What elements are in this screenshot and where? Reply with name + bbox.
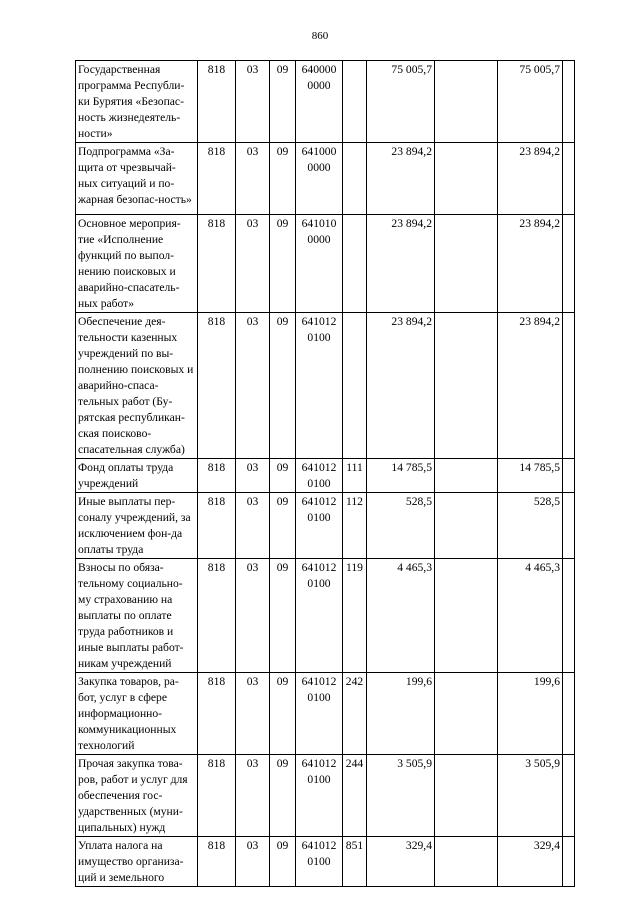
amount: 23 894,2 <box>367 313 435 459</box>
amount-total: 23 894,2 <box>498 215 563 313</box>
empty-cell <box>435 215 498 313</box>
row-name: Государственная программа Республи-ки Бурятия «Безопас-ность жизнедеятель-ности» <box>76 61 198 143</box>
expense-type-code: 111 <box>343 459 367 493</box>
target-article-code: 641012 0100 <box>296 755 343 837</box>
empty-cell <box>563 313 575 459</box>
amount-total: 528,5 <box>498 493 563 559</box>
row-name: Подпрограмма «За-щита от чрезвычай-ных ситуаций и по-жарная безопас-ность» <box>76 143 198 215</box>
ministry-code: 818 <box>198 215 236 313</box>
table-row <box>76 215 575 313</box>
subsection-code: 09 <box>270 459 296 493</box>
subsection-code: 09 <box>270 143 296 215</box>
row-name: Основное мероприя-тие «Исполнение функций по выпол-нению поисковых и аварийно-спасатель-ных работ» <box>76 215 198 313</box>
target-article-code: 641012 0100 <box>296 673 343 755</box>
budget-table <box>75 60 575 887</box>
row-name: Фонд оплаты труда учреждений <box>76 459 198 493</box>
amount-total: 14 785,5 <box>498 459 563 493</box>
target-article-code: 640000 0000 <box>296 61 343 143</box>
empty-cell <box>435 755 498 837</box>
empty-cell <box>563 493 575 559</box>
ministry-code: 818 <box>198 755 236 837</box>
empty-cell <box>435 459 498 493</box>
target-article-code: 641012 0100 <box>296 837 343 887</box>
empty-cell <box>435 313 498 459</box>
expense-type-code: 112 <box>343 493 367 559</box>
ministry-code: 818 <box>198 837 236 887</box>
subsection-code: 09 <box>270 755 296 837</box>
amount: 329,4 <box>367 837 435 887</box>
amount: 199,6 <box>367 673 435 755</box>
row-name: Взносы по обяза-тельному социально-му страхованию на выплаты по оплате труда работников и иные выплаты работ-никам учреждений <box>76 559 198 673</box>
expense-type-code: 244 <box>343 755 367 837</box>
amount-total: 3 505,9 <box>498 755 563 837</box>
amount-total: 199,6 <box>498 673 563 755</box>
row-name: Уплата налога на имущество организа-ций и земельного <box>76 837 198 887</box>
section-code: 03 <box>236 61 270 143</box>
amount: 528,5 <box>367 493 435 559</box>
section-code: 03 <box>236 459 270 493</box>
empty-cell <box>563 559 575 673</box>
section-code: 03 <box>236 673 270 755</box>
expense-type-code <box>343 143 367 215</box>
empty-cell <box>563 143 575 215</box>
table-row <box>76 143 575 215</box>
amount: 23 894,2 <box>367 215 435 313</box>
target-article-code: 641010 0000 <box>296 215 343 313</box>
expense-type-code: 851 <box>343 837 367 887</box>
target-article-code: 641012 0100 <box>296 493 343 559</box>
ministry-code: 818 <box>198 459 236 493</box>
section-code: 03 <box>236 143 270 215</box>
subsection-code: 09 <box>270 313 296 459</box>
amount-total: 23 894,2 <box>498 143 563 215</box>
section-code: 03 <box>236 559 270 673</box>
subsection-code: 09 <box>270 837 296 887</box>
table-row <box>76 313 575 459</box>
amount-total: 4 465,3 <box>498 559 563 673</box>
ministry-code: 818 <box>198 313 236 459</box>
ministry-code: 818 <box>198 143 236 215</box>
expense-type-code: 242 <box>343 673 367 755</box>
empty-cell <box>435 493 498 559</box>
row-name: Обеспечение дея-тельности казенных учреждений по вы-полнению поисковых и аварийно-спаса-тельных работ (Бу-рятская республикан-ская поисково-спасательная служба) <box>76 313 198 459</box>
table-row <box>76 493 575 559</box>
row-name: Прочая закупка това-ров, работ и услуг для обеспечения гос-ударственных (муни-ципальных) нужд <box>76 755 198 837</box>
page-number: 860 <box>311 30 329 42</box>
target-article-code: 641012 0100 <box>296 559 343 673</box>
amount: 75 005,7 <box>367 61 435 143</box>
section-code: 03 <box>236 837 270 887</box>
target-article-code: 641012 0100 <box>296 459 343 493</box>
table-row <box>76 755 575 837</box>
subsection-code: 09 <box>270 559 296 673</box>
empty-cell <box>563 215 575 313</box>
amount: 23 894,2 <box>367 143 435 215</box>
ministry-code: 818 <box>198 493 236 559</box>
section-code: 03 <box>236 755 270 837</box>
target-article-code: 641000 0000 <box>296 143 343 215</box>
empty-cell <box>563 755 575 837</box>
section-code: 03 <box>236 215 270 313</box>
section-code: 03 <box>236 493 270 559</box>
subsection-code: 09 <box>270 61 296 143</box>
target-article-code: 641012 0100 <box>296 313 343 459</box>
empty-cell <box>435 61 498 143</box>
table-row <box>76 559 575 673</box>
table-row <box>76 673 575 755</box>
expense-type-code <box>343 61 367 143</box>
subsection-code: 09 <box>270 493 296 559</box>
amount: 4 465,3 <box>367 559 435 673</box>
section-code: 03 <box>236 313 270 459</box>
ministry-code: 818 <box>198 559 236 673</box>
empty-cell <box>435 837 498 887</box>
ministry-code: 818 <box>198 61 236 143</box>
empty-cell <box>435 559 498 673</box>
expense-type-code <box>343 215 367 313</box>
empty-cell <box>563 673 575 755</box>
amount: 14 785,5 <box>367 459 435 493</box>
subsection-code: 09 <box>270 673 296 755</box>
empty-cell <box>563 459 575 493</box>
row-name: Иные выплаты пер-соналу учреждений, за исключением фон-да оплаты труда <box>76 493 198 559</box>
empty-cell <box>563 61 575 143</box>
amount-total: 329,4 <box>498 837 563 887</box>
empty-cell <box>435 673 498 755</box>
row-name: Закупка товаров, ра-бот, услуг в сфере информационно-коммуникационных технологий <box>76 673 198 755</box>
amount-total: 75 005,7 <box>498 61 563 143</box>
empty-cell <box>435 143 498 215</box>
table-row <box>76 459 575 493</box>
table-row <box>76 61 575 143</box>
subsection-code: 09 <box>270 215 296 313</box>
expense-type-code <box>343 313 367 459</box>
empty-cell <box>563 837 575 887</box>
ministry-code: 818 <box>198 673 236 755</box>
amount: 3 505,9 <box>367 755 435 837</box>
table-row <box>76 837 575 887</box>
expense-type-code: 119 <box>343 559 367 673</box>
amount-total: 23 894,2 <box>498 313 563 459</box>
